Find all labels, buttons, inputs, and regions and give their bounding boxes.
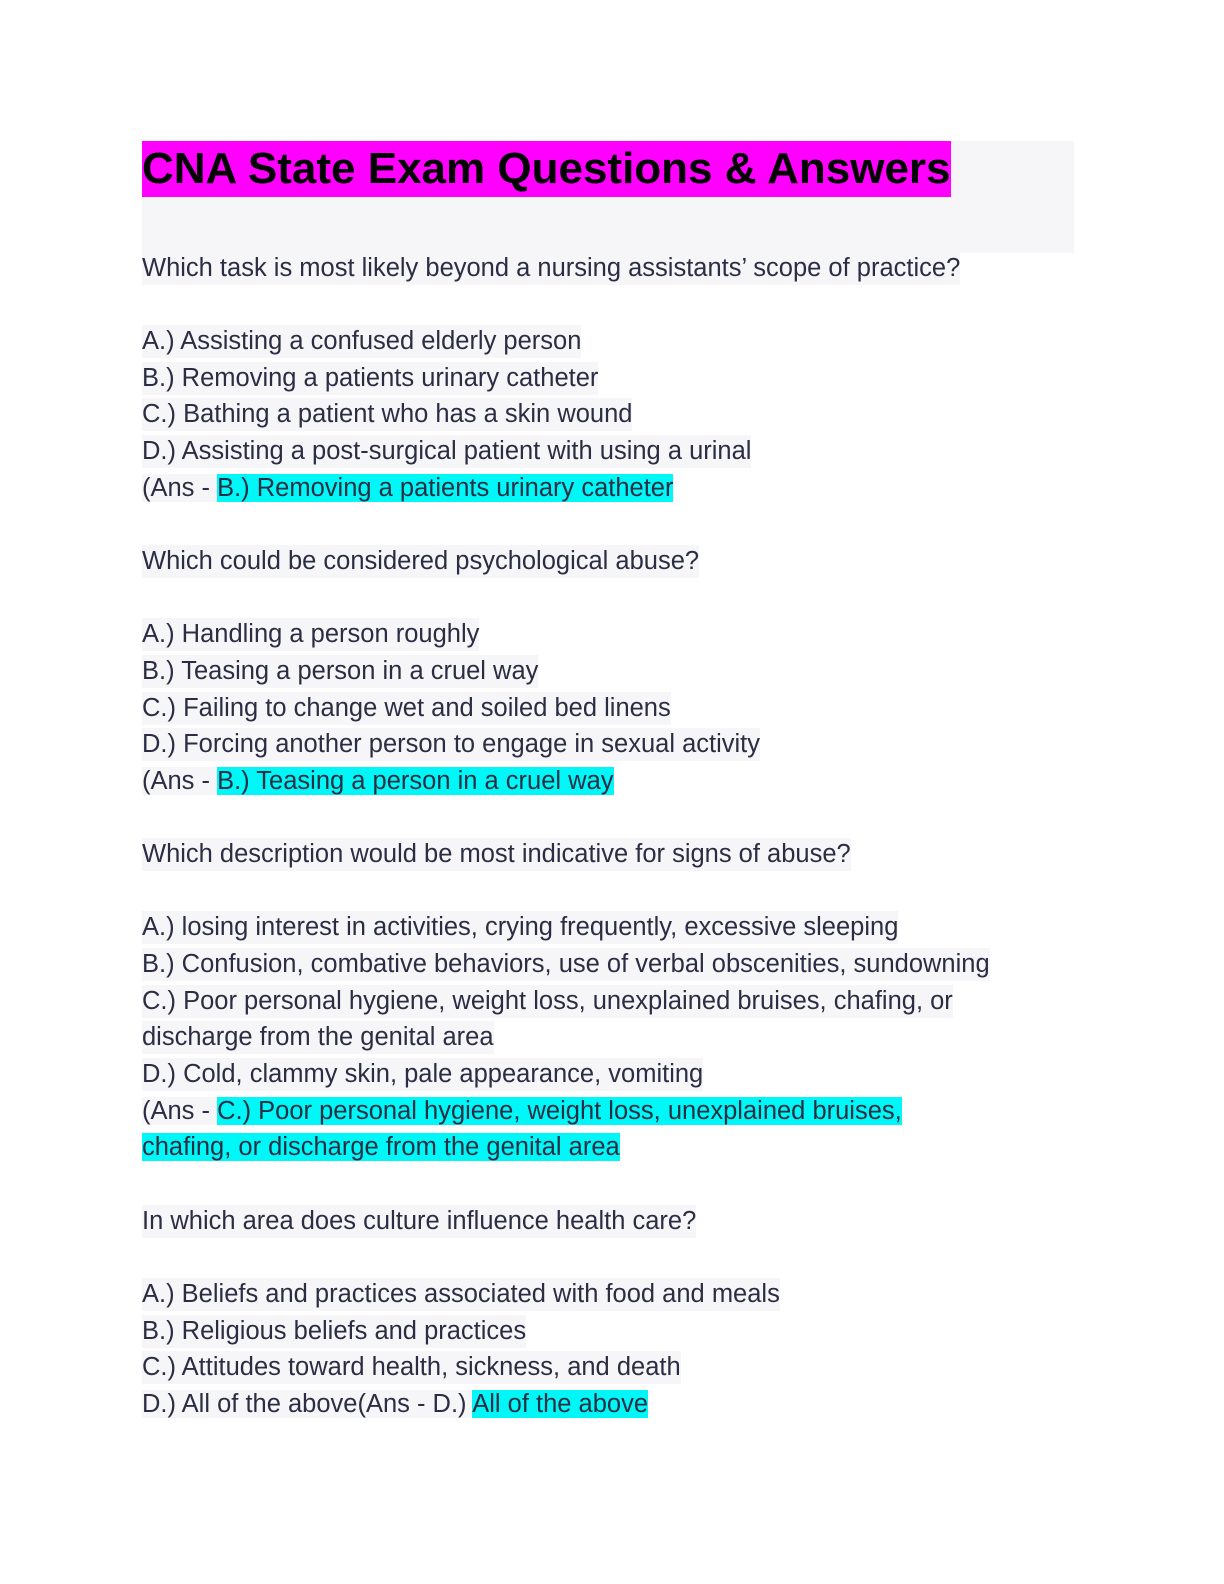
answer-highlight: All of the above <box>472 1390 649 1418</box>
question-4-option-d-and-answer <box>142 1388 648 1421</box>
answer-highlight-cont: chafing, or discharge from the genital area <box>142 1133 620 1161</box>
answer-prefix: (Ans - <box>142 474 218 502</box>
question-2-option-d: D.) Forcing another person to engage in sexual activity <box>142 728 760 761</box>
question-1-option-c: C.) Bathing a patient who has a skin wound <box>142 398 632 431</box>
question-3-text: Which description would be most indicative for signs of abuse? <box>142 838 851 871</box>
answer-prefix: (Ans - <box>142 1097 218 1125</box>
question-4-option-b: B.) Religious beliefs and practices <box>142 1315 526 1348</box>
question-4-option-d: D.) All of the above <box>142 1390 358 1418</box>
question-1-text: Which task is most likely beyond a nursing assistants’ scope of practice? <box>142 252 960 285</box>
question-3-option-c: C.) Poor personal hygiene, weight loss, unexplained bruises, chafing, or <box>142 985 953 1018</box>
question-2-option-c: C.) Failing to change wet and soiled bed linens <box>142 692 671 725</box>
question-1-option-a: A.) Assisting a confused elderly person <box>142 325 581 358</box>
question-1-option-d: D.) Assisting a post-surgical patient with using a urinal <box>142 435 751 468</box>
question-3-option-a: A.) losing interest in activities, crying frequently, excessive sleeping <box>142 911 898 944</box>
question-3-answer-cont <box>142 1131 620 1164</box>
question-2-option-b: B.) Teasing a person in a cruel way <box>142 655 538 688</box>
question-4-option-c: C.) Attitudes toward health, sickness, and death <box>142 1351 681 1384</box>
answer-prefix: (Ans - <box>142 767 218 795</box>
question-4-option-a: A.) Beliefs and practices associated with food and meals <box>142 1278 780 1311</box>
answer-highlight: B.) Teasing a person in a cruel way <box>217 767 614 795</box>
answer-prefix: (Ans - D.) <box>357 1390 473 1418</box>
question-3-answer <box>142 1095 902 1128</box>
question-2-text: Which could be considered psychological abuse? <box>142 545 699 578</box>
question-2-answer <box>142 765 614 798</box>
question-1-answer <box>142 472 673 505</box>
question-4-text: In which area does culture influence health care? <box>142 1205 696 1238</box>
document-title: CNA State Exam Questions & Answers <box>142 141 951 197</box>
answer-highlight: B.) Removing a patients urinary catheter <box>217 474 674 502</box>
question-3-option-c-cont: discharge from the genital area <box>142 1021 494 1054</box>
answer-highlight: C.) Poor personal hygiene, weight loss, unexplained bruises, <box>217 1097 902 1125</box>
question-3-option-d: D.) Cold, clammy skin, pale appearance, vomiting <box>142 1058 703 1091</box>
question-1-option-b: B.) Removing a patients urinary catheter <box>142 362 598 395</box>
question-3-option-b: B.) Confusion, combative behaviors, use of verbal obscenities, sundowning <box>142 948 990 981</box>
question-2-option-a: A.) Handling a person roughly <box>142 618 479 651</box>
